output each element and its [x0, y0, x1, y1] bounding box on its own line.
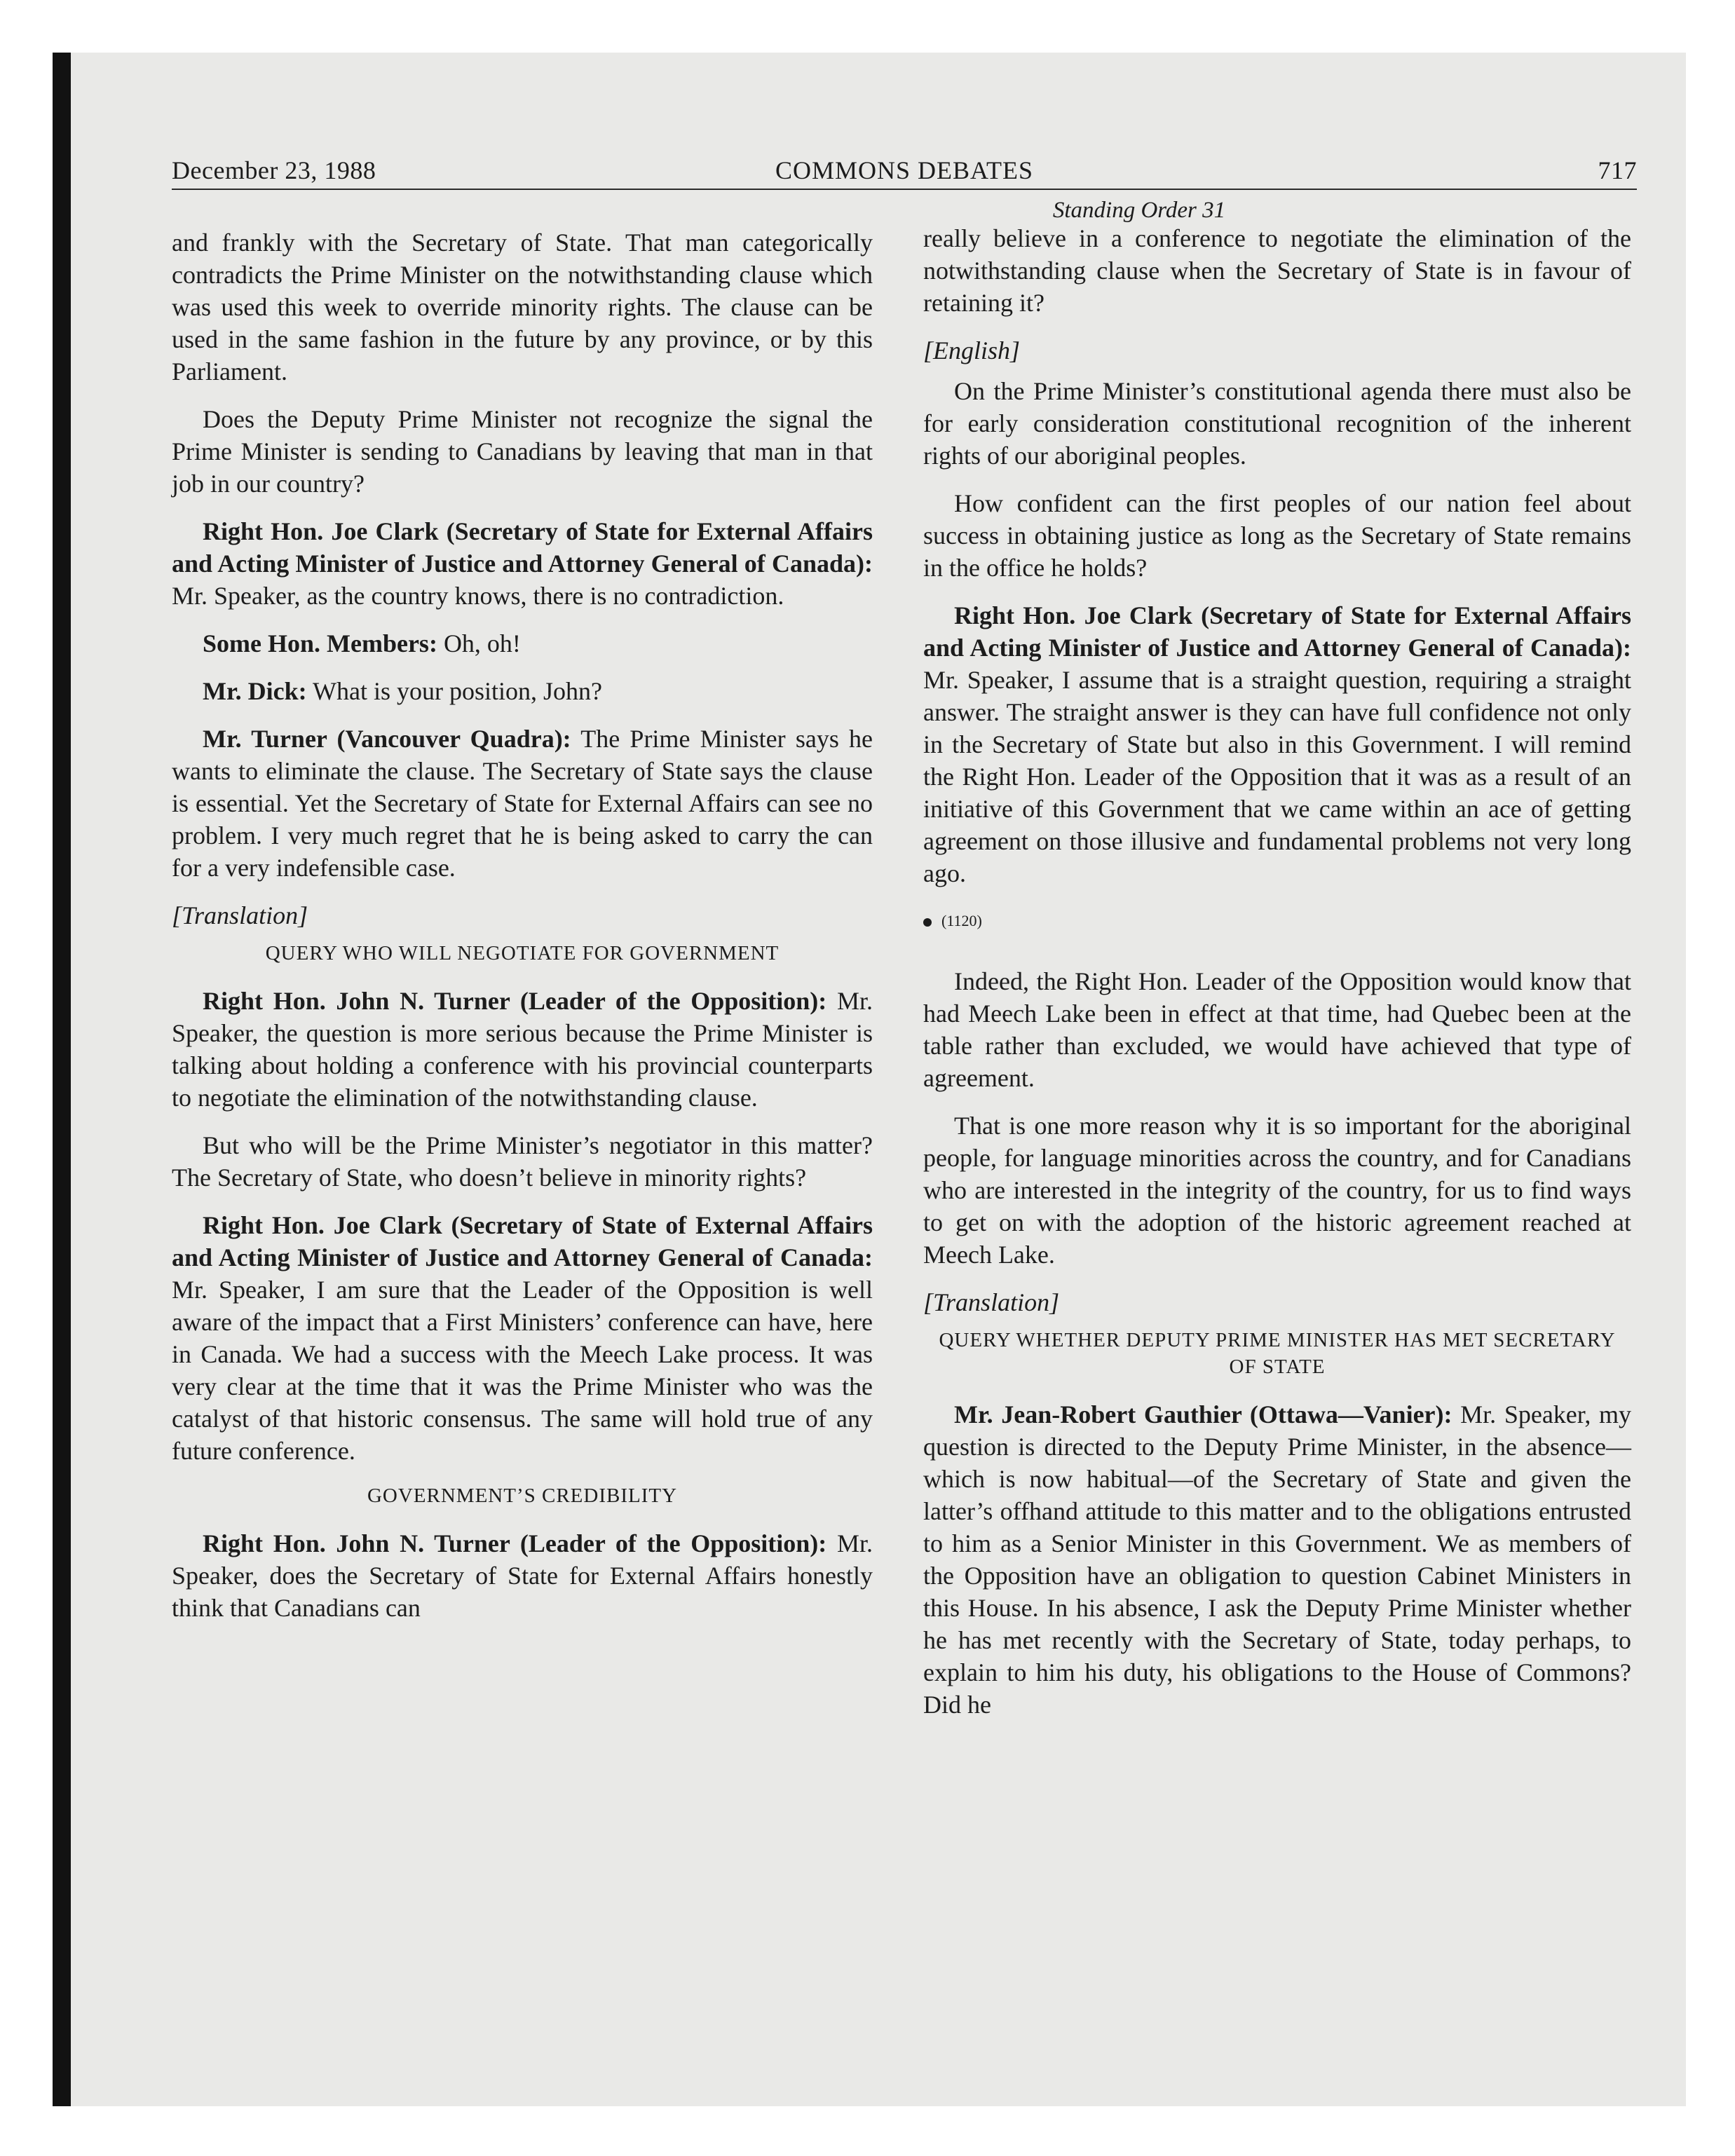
subheader-text: Standing Order 31: [1052, 198, 1226, 223]
speaker: Right Hon. Joe Clark (Secretary of State for External Affairs and Acting Minister of Justice and Attorney General of Canada):: [172, 517, 873, 578]
speech-text: Mr. Speaker, I assume that is a straight question, requiring a straight answer. The straight answer is they can have full confidence not only in the Secretary of State but also in this Government. I will remind the Right Hon. Leader of the Opposition that it was as a result of an initiative of this Government that we came within an ace of getting agreement on those illusive and fundamental problems not very long ago.: [923, 666, 1631, 887]
speech: [923, 599, 1631, 889]
speech-text: The Prime Minister says he wants to eliminate the clause. The Secretary of State says the clause is essential. Yet the Secretary of State for External Affairs can see no problem. I very much regret that he is being asked to carry the can for a very indefensible case.: [172, 725, 873, 882]
document-page: [172, 151, 1637, 1719]
paragraph: and frankly with the Secretary of State. That man categorically contradicts the Prime Minister on the notwithstanding clause which was used this week to override minority rights. The clause can be used in the same fashion in the future by any province, or by this Parliament.: [172, 228, 873, 386]
paragraph: But who will be the Prime Minister’s negotiator in this matter? The Secretary of State, who doesn’t believe in minority rights?: [172, 1131, 873, 1192]
language-tag: [Translation]: [172, 901, 308, 929]
speech: [923, 1398, 1631, 1721]
speech: [172, 515, 873, 612]
speech: [172, 627, 873, 660]
speaker: Right Hon. Joe Clark (Secretary of State for External Affairs and Acting Minister of Justice and Attorney General of Canada):: [923, 601, 1631, 662]
language-tag: [Translation]: [923, 1288, 1060, 1316]
section-heading: QUERY WHO WILL NEGOTIATE FOR GOVERNMENT: [265, 942, 780, 964]
right-column: [923, 222, 1631, 1736]
speech: [172, 1527, 873, 1624]
scanned-page: [53, 53, 1686, 2106]
speech-text: Oh, oh!: [437, 629, 521, 657]
speech: [172, 675, 873, 707]
speech-text: Mr. Speaker, the question is more serious because the Prime Minister is talking about holding a conference with his provincial counterparts to negotiate the elimination of the notwithstanding clause.: [172, 987, 873, 1112]
speech-text: Mr. Speaker, my question is directed to the Deputy Prime Minister, in the absence—which is now habitual—of the Secretary of State and given the latter’s offhand attitude to this matter and to the obligations entrusted to him as a Senior Minister in this Government. We as members of the Opposition have an obligation to question Cabinet Ministers in this House. In his absence, I ask the Deputy Prime Minister whether he has met recently with the Secretary of State, today perhaps, to explain to him his duty, his obligations to the House of Commons? Did he: [923, 1400, 1631, 1719]
bullet-icon: [923, 918, 932, 927]
speech-text: What is your position, John?: [306, 677, 602, 705]
paragraph: On the Prime Minister’s constitutional agenda there must also be for early consideration constitutional recognition of the inherent rights of our aboriginal peoples.: [923, 377, 1631, 470]
paragraph: Does the Deputy Prime Minister not recognize the signal the Prime Minister is sending to Canadians by leaving that man in that job in our country?: [172, 405, 873, 498]
header-title: COMMONS DEBATES: [775, 156, 1034, 184]
scan-binding-edge: [53, 53, 71, 2106]
page-header: [172, 151, 1637, 190]
timestamp-text: (1120): [941, 912, 982, 929]
speaker: Right Hon. Joe Clark (Secretary of State of External Affairs and Acting Minister of Justice and Attorney General of Canada:: [172, 1211, 873, 1271]
timestamp: [923, 905, 1631, 937]
speech-text: Mr. Speaker, does the Secretary of State for External Affairs honestly think that Canadians can: [172, 1529, 873, 1622]
speech: [172, 985, 873, 1114]
header-page-number: 717: [1598, 156, 1637, 184]
speaker: Mr. Dick:: [203, 677, 307, 705]
paragraph: That is one more reason why it is so important for the aboriginal people, for language minorities across the country, and for Canadians who are interested in the integrity of the country, for us to find ways to get on with the adoption of the historic agreement reached at Meech Lake.: [923, 1112, 1631, 1269]
speaker: Some Hon. Members:: [203, 629, 437, 657]
speech: [172, 1209, 873, 1467]
speaker: Mr. Turner (Vancouver Quadra):: [203, 725, 571, 753]
header-date: December 23, 1988: [172, 156, 376, 184]
language-tag: [English]: [923, 336, 1021, 364]
speaker: Right Hon. John N. Turner (Leader of the Opposition):: [203, 987, 827, 1015]
left-column: [172, 226, 873, 1639]
speech: [172, 723, 873, 884]
speaker: Mr. Jean-Robert Gauthier (Ottawa—Vanier):: [954, 1400, 1452, 1428]
speech-text: Mr. Speaker, as the country knows, there is no contradiction.: [172, 582, 784, 610]
section-heading: GOVERNMENT’S CREDIBILITY: [367, 1485, 678, 1507]
section-heading: QUERY WHETHER DEPUTY PRIME MINISTER HAS MET SECRETARY OF STATE: [939, 1329, 1616, 1378]
paragraph: Indeed, the Right Hon. Leader of the Opposition would know that had Meech Lake been in effect at that time, had Quebec been at the table rather than excluded, we would have achieved that type of agreement.: [923, 967, 1631, 1092]
speaker: Right Hon. John N. Turner (Leader of the Opposition):: [203, 1529, 827, 1557]
paragraph: How confident can the first peoples of our nation feel about success in obtaining justice as long as the Secretary of State remains in the office he holds?: [923, 489, 1631, 582]
speech-text: Mr. Speaker, I am sure that the Leader of the Opposition is well aware of the impact that a First Ministers’ conference can have, here in Canada. We had a success with the Meech Lake process. It was very clear at the time that it was the Prime Minister who was the catalyst of that historic consensus. The same will hold true of any future conference.: [172, 1276, 873, 1465]
paragraph: really believe in a conference to negotiate the elimination of the notwithstanding clause when the Secretary of State is in favour of retaining it?: [923, 224, 1631, 317]
